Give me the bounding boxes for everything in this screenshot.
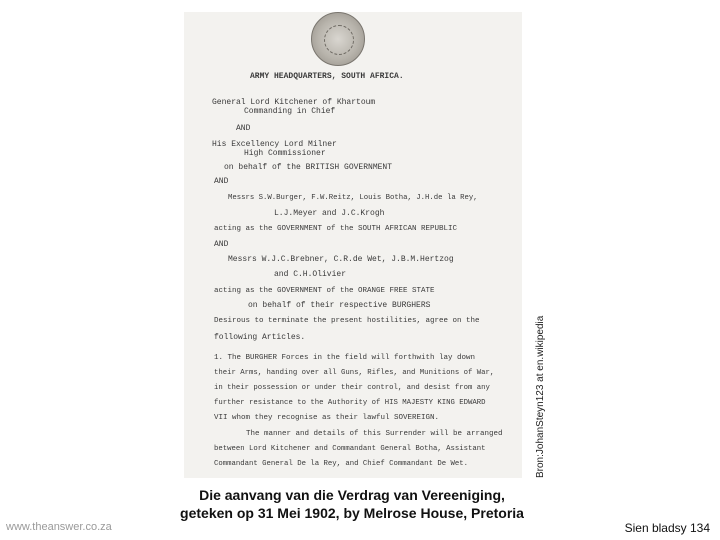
seal-emblem [311, 12, 365, 66]
doc-line: Messrs S.W.Burger, F.W.Reitz, Louis Botha, J.H.de la Rey, [228, 194, 478, 202]
doc-line: Commanding in Chief [244, 107, 336, 116]
doc-line: AND [214, 177, 229, 186]
doc-line: AND [236, 124, 251, 133]
caption [150, 486, 554, 522]
website-footer: www.theanswer.co.za [6, 521, 112, 533]
doc-line: Commandant General De la Rey, and Chief Commandant De Wet. [214, 460, 468, 468]
doc-line: General Lord Kitchener of Khartoum [212, 98, 376, 107]
doc-line: acting as the GOVERNMENT of the SOUTH AFRICAN REPUBLIC [214, 225, 458, 233]
doc-line: VII whom they recognise as their lawful SOVEREIGN. [214, 414, 440, 422]
doc-line: High Commissioner [244, 149, 326, 158]
caption-line-1: Die aanvang van die Verdrag van Vereeniging, [199, 487, 505, 503]
doc-line: acting as the GOVERNMENT of the ORANGE FREE STATE [214, 287, 435, 295]
doc-line: following Articles. [214, 333, 306, 342]
caption-line-2: geteken op 31 Mei 1902, by Melrose House, Pretoria [180, 505, 524, 521]
doc-line: AND [214, 240, 229, 249]
doc-line: The manner and details of this Surrender will be arranged [246, 430, 503, 438]
treaty-document-image [184, 12, 522, 478]
doc-line: their Arms, handing over all Guns, Rifles, and Munitions of War, [214, 369, 495, 377]
doc-line: further resistance to the Authority of HIS MAJESTY KING EDWARD [214, 399, 486, 407]
doc-heading: ARMY HEADQUARTERS, SOUTH AFRICA. [250, 72, 404, 81]
doc-line: on behalf of their respective BURGHERS [248, 301, 431, 310]
image-credit [520, 20, 550, 478]
doc-line: L.J.Meyer and J.C.Krogh [274, 209, 385, 218]
doc-line: and C.H.Olivier [274, 270, 347, 279]
doc-line: in their possession or under their control, and desist from any [214, 384, 490, 392]
doc-line: Desirous to terminate the present hostilities, agree on the [214, 317, 480, 325]
image-credit-text: Bron:JohanSteyn123 at en.wikipedia [535, 315, 546, 478]
doc-line: Messrs W.J.C.Brebner, C.R.de Wet, J.B.M.Hertzog [228, 255, 454, 264]
page-reference: Sien bladsy 134 [624, 521, 710, 535]
doc-line: between Lord Kitchener and Commandant General Botha, Assistant [214, 445, 486, 453]
doc-line: His Excellency Lord Milner [212, 140, 337, 149]
doc-line: on behalf of the BRITISH GOVERNMENT [224, 163, 393, 172]
doc-line: 1. The BURGHER Forces in the field will forthwith lay down [214, 354, 476, 362]
